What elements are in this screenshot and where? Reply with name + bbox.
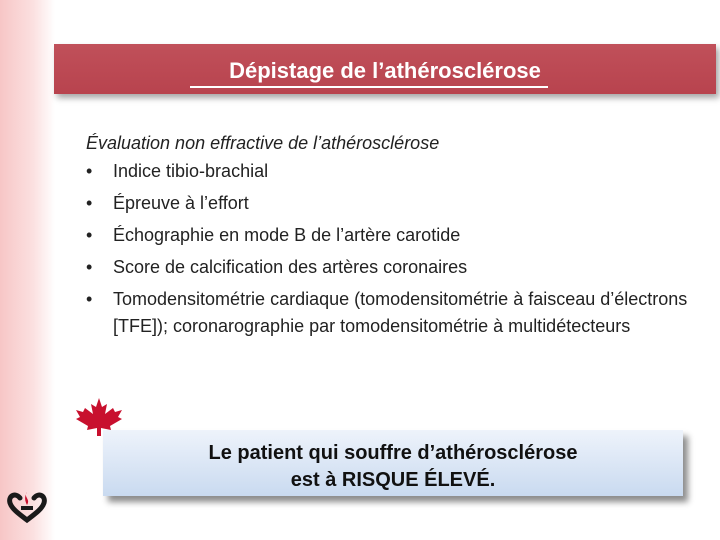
callout-line-2: est à RISQUE ÉLEVÉ. — [290, 469, 496, 491]
slide-title: Dépistage de l’athérosclérose — [229, 58, 541, 83]
bullet-text: Score de calcification des artères coronaires — [113, 257, 468, 277]
bullet-marker: • — [86, 225, 93, 245]
bullet-marker: • — [86, 289, 93, 309]
bullet-text: Échographie en mode B de l’artère carotide — [113, 225, 461, 245]
bullet-item — [86, 158, 696, 185]
bullet-item — [86, 254, 696, 281]
heart-logo-icon — [6, 490, 48, 530]
title-underline — [190, 86, 548, 88]
risk-callout-box — [103, 430, 683, 496]
callout-line-1: Le patient qui souffre d’athérosclérose — [208, 442, 578, 464]
bullet-item — [86, 222, 696, 249]
bullet-text: Indice tibio-brachial — [113, 161, 269, 181]
bullet-marker: • — [86, 257, 93, 277]
bullet-text: Épreuve à l’effort — [113, 193, 249, 213]
slide-subtitle: Évaluation non effractive de l’athérosclérose — [86, 133, 440, 153]
bullet-item — [86, 190, 696, 217]
left-decorative-band — [0, 0, 55, 540]
bullet-text: Tomodensitométrie cardiaque (tomodensitométrie à faisceau d’électrons [TFE]); coronarographie par tomodensitométrie à multidétecteurs — [113, 289, 688, 336]
bullet-marker: • — [86, 161, 93, 181]
bullet-item — [86, 286, 696, 340]
bullet-list — [86, 158, 696, 340]
slide-content — [86, 128, 696, 345]
bullet-marker: • — [86, 193, 93, 213]
